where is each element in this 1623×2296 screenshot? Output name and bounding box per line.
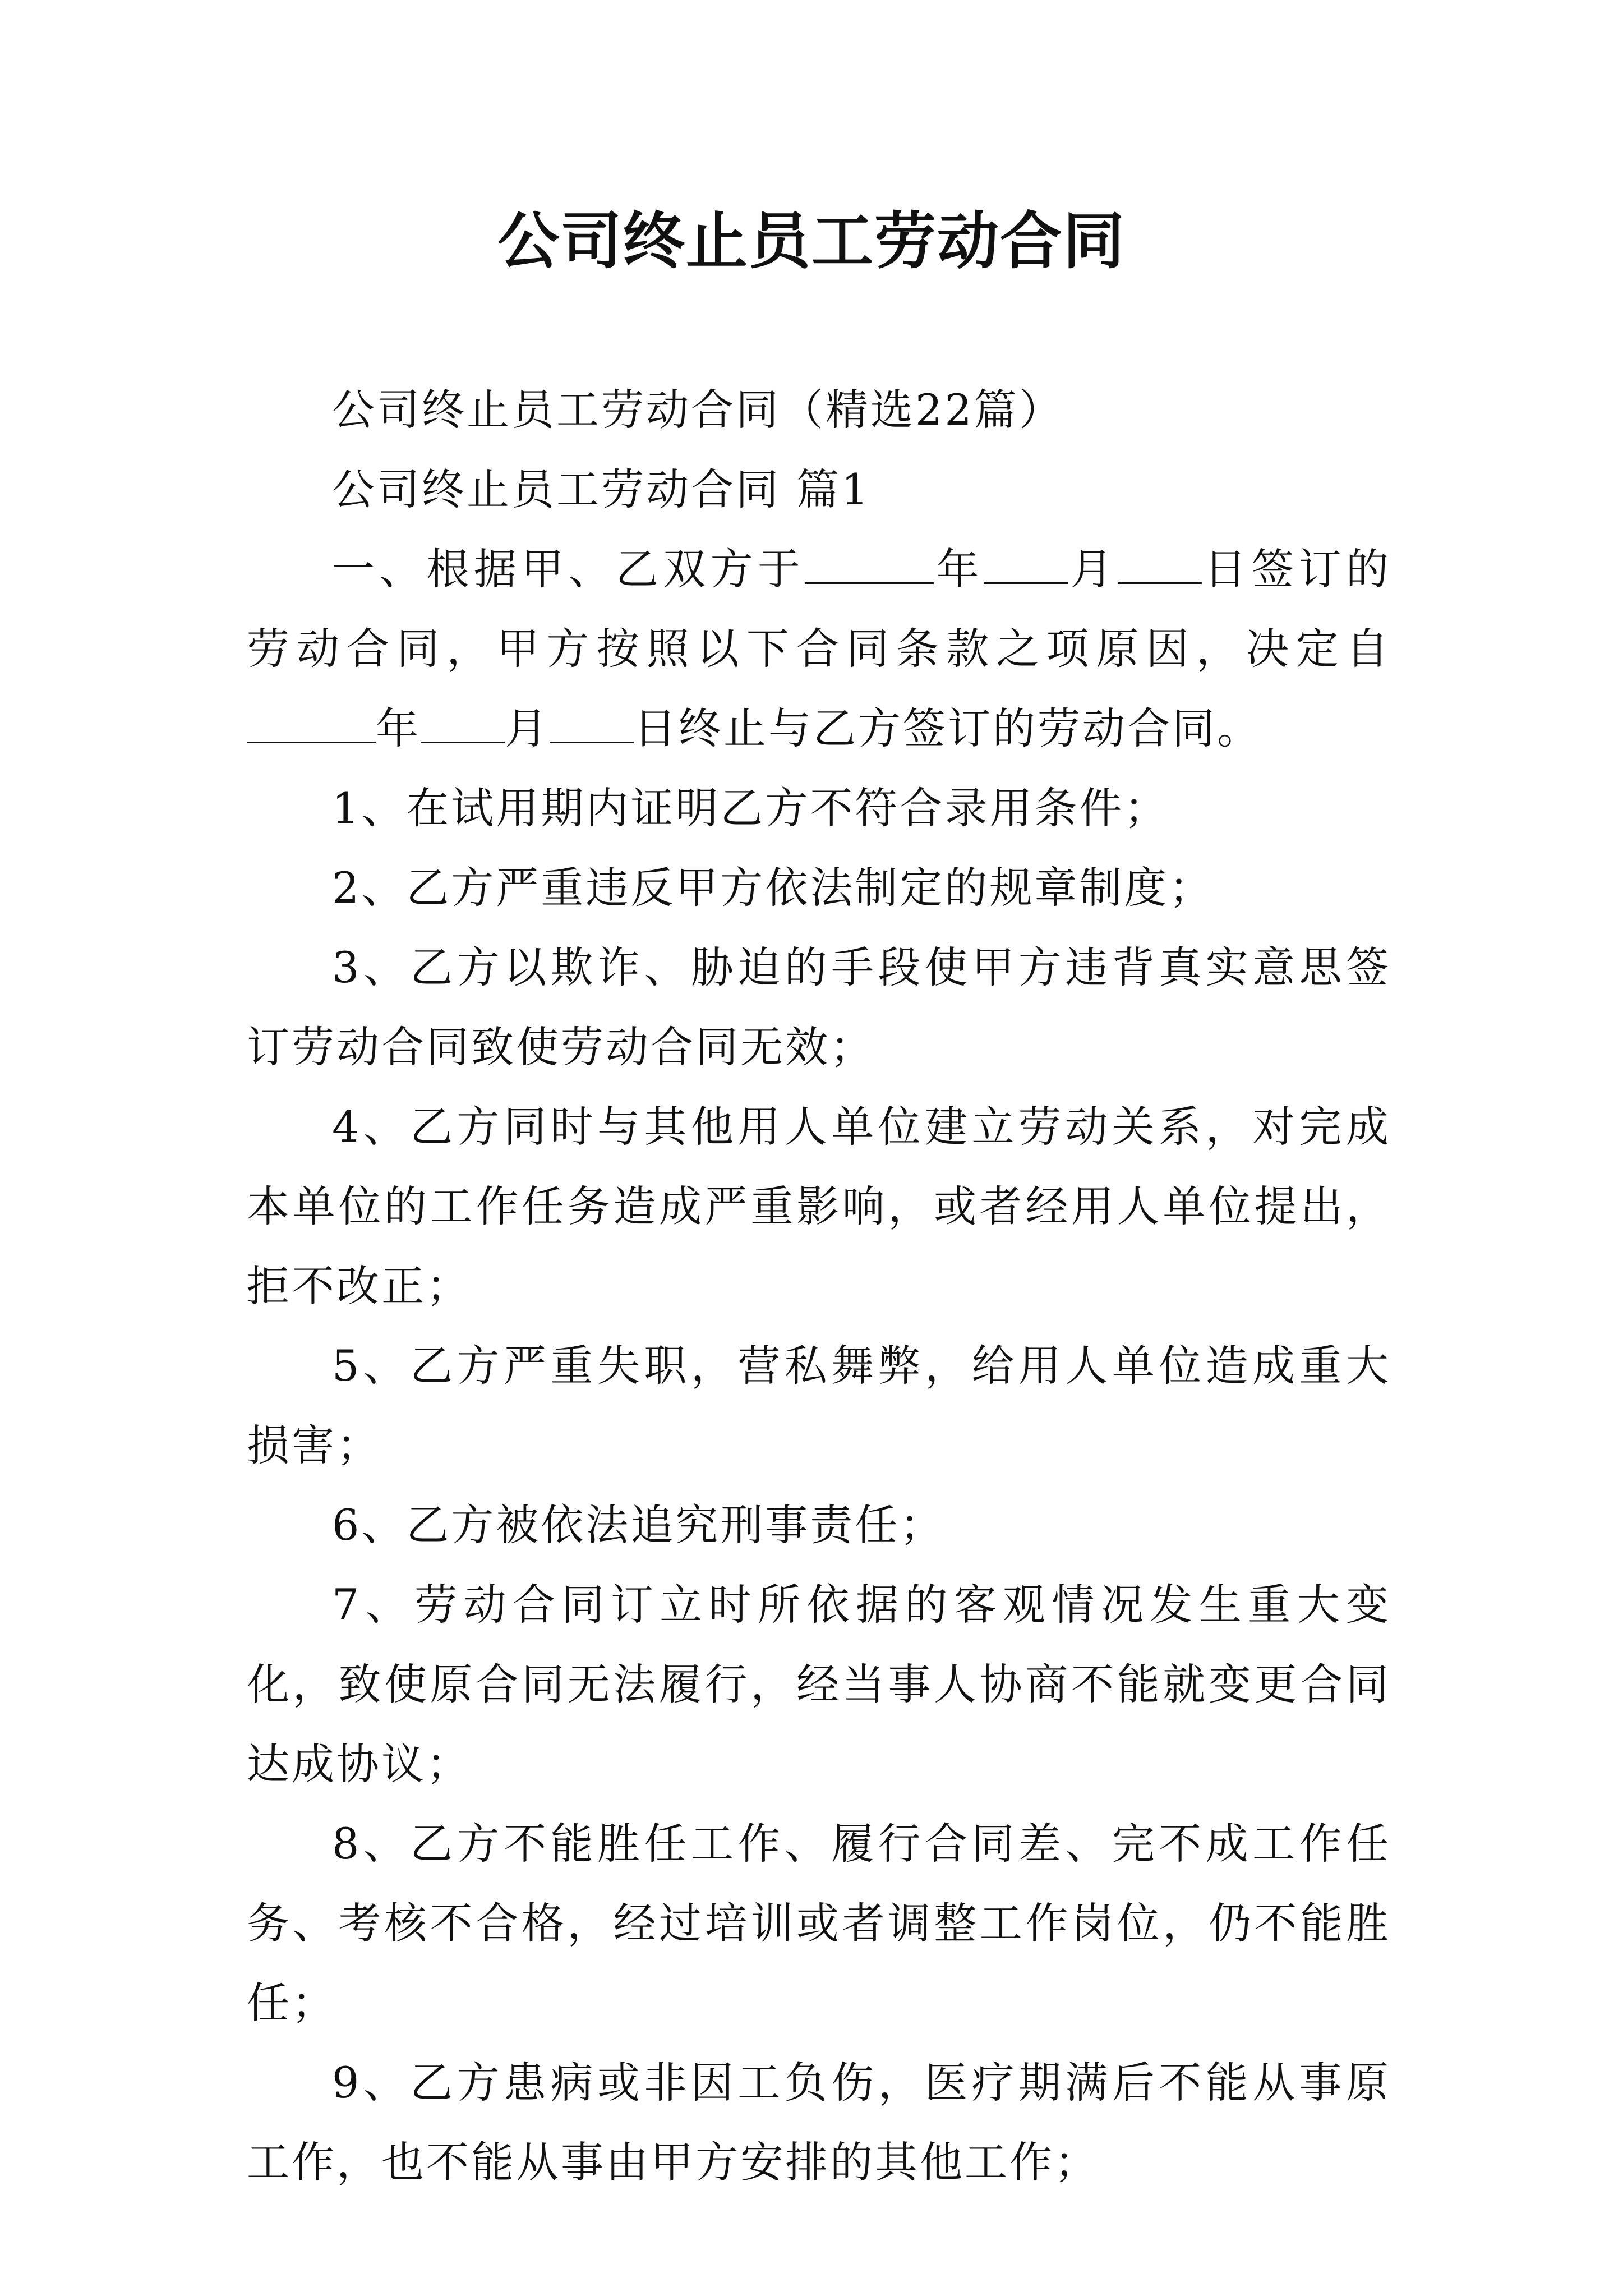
- blank-end-year: [247, 706, 376, 743]
- intro-text-3: 月: [1068, 544, 1118, 594]
- clause-1: 1、在试用期内证明乙方不符合录用条件；: [332, 783, 1169, 833]
- intro-text-4: 日签订的劳动合同，甲方按照以下合同条款之项原因，决定自: [247, 544, 1391, 674]
- intro-text-2: 年: [934, 544, 984, 594]
- clause-5: 5、乙方严重失职，营私舞弊，给用人单位造成重大损害；: [247, 1341, 1391, 1470]
- blank-start-year: [805, 546, 934, 584]
- blank-end-day: [550, 706, 634, 743]
- clause-8: 8、乙方不能胜任工作、履行合同差、完不成工作任务、考核不合格，经过培训或者调整工作岗位，仍不能胜任；: [247, 1819, 1391, 2028]
- clause-4: 4、乙方同时与其他用人单位建立劳动关系，对完成本单位的工作任务造成严重影响，或者经用人单位提出，拒不改正；: [247, 1102, 1391, 1311]
- intro-text-5: 年: [376, 703, 421, 753]
- intro-text-7: 日终止与乙方签订的劳动合同。: [634, 703, 1262, 753]
- blank-start-month: [984, 546, 1068, 584]
- section-heading: 公司终止员工劳动合同 篇1: [332, 464, 871, 514]
- document-subtitle: 公司终止员工劳动合同（精选22篇）: [332, 385, 1064, 435]
- clause-7: 7、劳动合同订立时所依据的客观情况发生重大变化，致使原合同无法履行，经当事人协商不能就变更合同达成协议；: [247, 1580, 1391, 1789]
- intro-text-1: 一、根据甲、乙双方于: [332, 544, 805, 594]
- clause-6: 6、乙方被依法追究刑事责任；: [332, 1500, 945, 1550]
- clause-2: 2、乙方严重违反甲方依法制定的规章制度；: [332, 863, 1214, 913]
- blank-start-day: [1118, 546, 1202, 584]
- intro-paragraph: [247, 530, 1391, 769]
- clause-9: 9、乙方患病或非因工负伤，医疗期满后不能从事原工作，也不能从事由甲方安排的其他工作；: [247, 2058, 1391, 2187]
- document-title: 公司终止员工劳动合同: [497, 205, 1126, 277]
- blank-end-month: [421, 706, 505, 743]
- clause-3: 3、乙方以欺诈、胁迫的手段使甲方违背真实意思签订劳动合同致使劳动合同无效；: [247, 942, 1391, 1072]
- intro-text-6: 月: [505, 703, 550, 753]
- document-body: [247, 370, 1391, 2202]
